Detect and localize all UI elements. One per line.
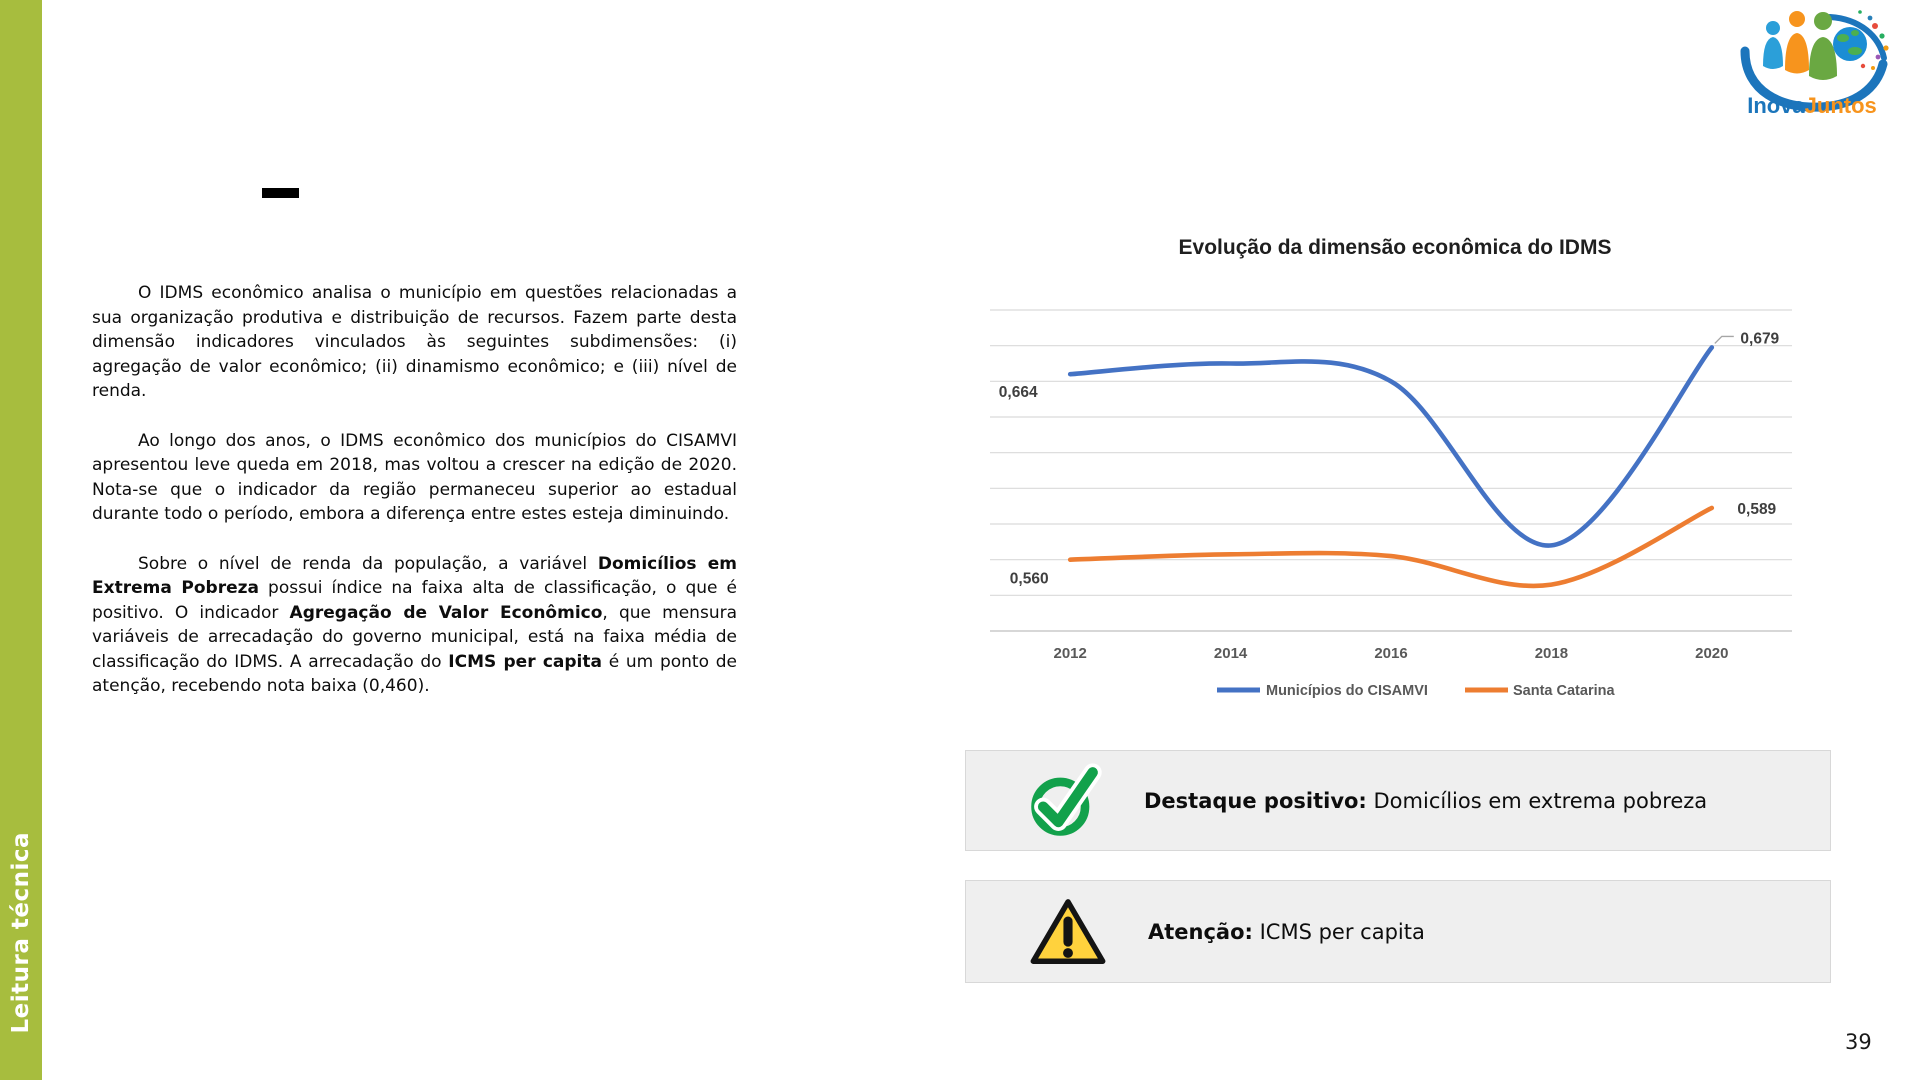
label-leader-line bbox=[1715, 336, 1734, 343]
person-green-icon bbox=[1814, 12, 1832, 30]
body-text bbox=[92, 281, 737, 724]
x-axis-label: 2018 bbox=[1534, 645, 1569, 662]
paragraph-3: Sobre o nível de renda da população, a variável Domicílios em Extrema Pobreza possui índice na faixa alta de classificação, o que é positivo. O indicador Agregação de Valor Econômico, que mensura variáveis de arrecadação do governo municipal, está na faixa média de classificação do IDMS. A arrecadação do ICMS per capita é um ponto de atenção, recebendo nota baixa (0,460). bbox=[92, 553, 737, 696]
page-number: 39 bbox=[1845, 1030, 1872, 1054]
data-label: 0,679 bbox=[1740, 330, 1780, 348]
paragraph-2: Ao longo dos anos, o IDMS econômico dos municípios do CISAMVI apresentou leve queda em 2018, mas voltou a crescer na edição de 2020. Nota-se que o indicador da região permaneceu superior ao estadual durante todo o período, embora a diferença entre estes esteja diminuindo. bbox=[92, 430, 737, 524]
x-axis-label: 2012 bbox=[1053, 645, 1087, 662]
logo-wordmark: InovaJuntos bbox=[1747, 93, 1877, 118]
data-label: 0,664 bbox=[998, 384, 1038, 402]
warning-callout-text: Atenção: ICMS per capita bbox=[1148, 919, 1425, 944]
paragraph-1: O IDMS econômico analisa o município em questões relacionadas a sua organização produtiva e distribuição de recursos. Fazem parte desta dimensão indicadores vinculados às seguintes subdimensões: (i) agregação de valor econômico; (ii) dinamismo econômico; e (iii) nível de renda. bbox=[92, 283, 737, 401]
check-icon bbox=[1026, 760, 1106, 842]
person-orange-icon bbox=[1789, 11, 1805, 27]
heading-dash bbox=[262, 188, 299, 198]
legend-label: Municípios do CISAMVI bbox=[1266, 683, 1428, 699]
x-axis-label: 2014 bbox=[1213, 645, 1248, 662]
series-line-1 bbox=[1070, 508, 1712, 586]
x-axis-label: 2016 bbox=[1374, 645, 1408, 662]
inovajuntos-logo bbox=[1735, 6, 1890, 118]
sidebar-band bbox=[0, 0, 42, 1080]
person-blue-icon bbox=[1766, 21, 1780, 35]
chart-title: Evolução da dimensão econômica do IDMS bbox=[1178, 236, 1612, 259]
data-label: 0,560 bbox=[1009, 570, 1049, 588]
globe-icon bbox=[1833, 27, 1867, 61]
idms-evolution-chart bbox=[960, 240, 1830, 710]
legend-label: Santa Catarina bbox=[1513, 683, 1615, 699]
x-axis-label: 2020 bbox=[1695, 645, 1729, 662]
warning-icon bbox=[1026, 893, 1110, 971]
series-line-0 bbox=[1070, 347, 1712, 545]
sidebar-label: Leitura técnica bbox=[8, 832, 34, 1034]
warning-callout bbox=[965, 880, 1831, 983]
positive-callout bbox=[965, 750, 1831, 851]
positive-callout-text: Destaque positivo: Domicílios em extrema pobreza bbox=[1144, 788, 1708, 813]
data-label: 0,589 bbox=[1737, 500, 1777, 518]
